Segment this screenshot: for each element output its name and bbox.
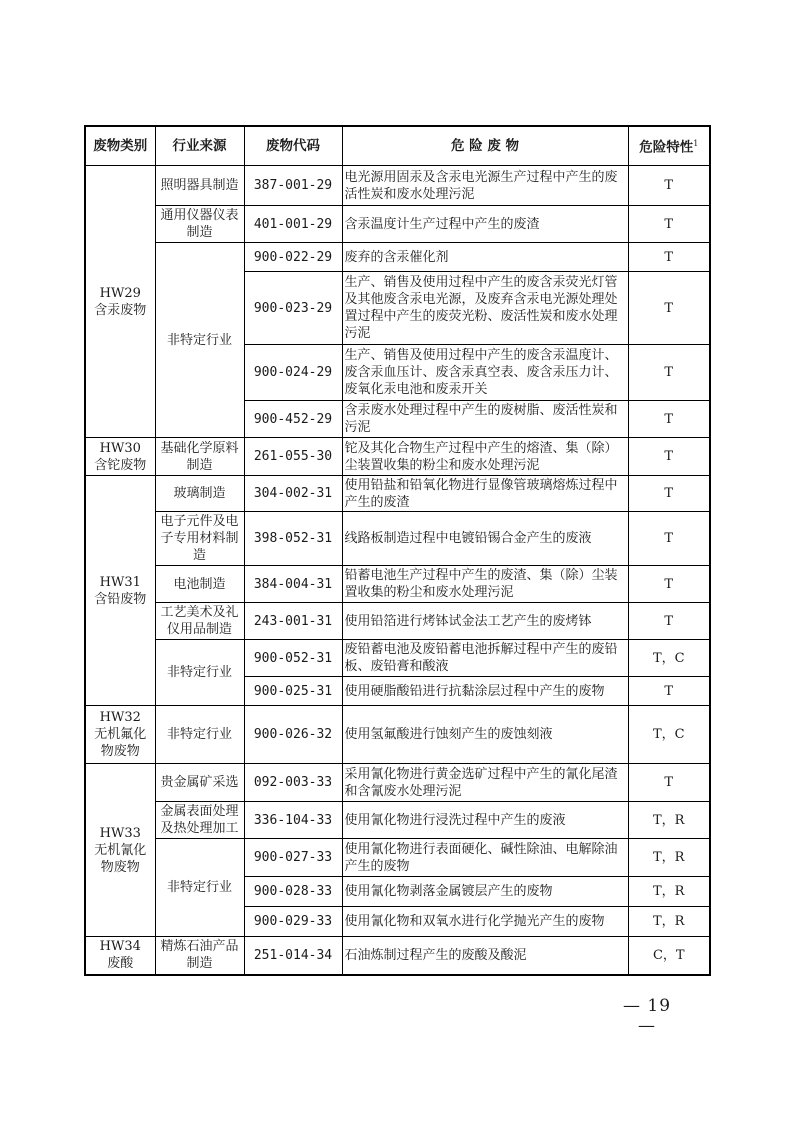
property-cell: T <box>628 677 710 706</box>
code-cell: 251-014-34 <box>244 937 342 975</box>
waste-cell: 生产、销售及使用过程中产生的废含汞温度计、废含汞血压计、废含汞真空表、废含汞压力计、废氧化汞电池和废汞开关 <box>342 345 628 401</box>
waste-cell: 使用氰化物进行浸洗过程中产生的废液 <box>342 802 628 839</box>
industry-cell: 非特定行业 <box>155 706 244 764</box>
waste-cell: 铅蓄电池生产过程中产生的废渣、集（除）尘装置收集的粉尘和废水处理污泥 <box>342 566 628 603</box>
industry-cell: 非特定行业 <box>155 640 244 706</box>
table-header-row <box>85 126 710 166</box>
waste-cell: 使用氰化物剥落金属镀层产生的废物 <box>342 877 628 907</box>
waste-cell: 线路板制造过程中电镀铅锡合金产生的废液 <box>342 512 628 566</box>
header-category: 废物类别 <box>85 126 155 166</box>
table-row <box>85 640 710 677</box>
property-cell: T <box>628 206 710 243</box>
code-cell: 900-025-31 <box>244 677 342 706</box>
waste-cell: 含汞废水处理过程中产生的废树脂、废活性炭和污泥 <box>342 401 628 438</box>
code-cell: 243-001-31 <box>244 603 342 640</box>
waste-cell: 使用氰化物和双氧水进行化学抛光产生的废物 <box>342 907 628 937</box>
table-row <box>85 206 710 243</box>
industry-cell: 通用仪器仪表制造 <box>155 206 244 243</box>
code-cell: 900-022-29 <box>244 243 342 272</box>
category-cell: HW29 含汞废物 <box>85 166 155 438</box>
code-cell: 387-001-29 <box>244 166 342 206</box>
category-cell: HW31 含铅废物 <box>85 476 155 706</box>
waste-cell: 采用氰化物进行黄金选矿过程中产生的氰化尾渣和含氰废水处理污泥 <box>342 764 628 802</box>
waste-cell: 铊及其化合物生产过程中产生的熔渣、集（除）尘装置收集的粉尘和废水处理污泥 <box>342 438 628 476</box>
industry-cell: 精炼石油产品制造 <box>155 937 244 975</box>
property-cell: T，R <box>628 877 710 907</box>
table-row <box>85 166 710 206</box>
property-cell: T，C <box>628 706 710 764</box>
industry-cell: 基础化学原料制造 <box>155 438 244 476</box>
code-cell: 900-023-29 <box>244 272 342 345</box>
table-row <box>85 802 710 839</box>
table-row <box>85 243 710 272</box>
property-cell: T <box>628 764 710 802</box>
code-cell: 900-052-31 <box>244 640 342 677</box>
category-cell: HW33 无机氰化 物废物 <box>85 764 155 937</box>
waste-cell: 使用氢氟酸进行蚀刻产生的废蚀刻液 <box>342 706 628 764</box>
property-cell: T <box>628 438 710 476</box>
industry-cell: 电子元件及电子专用材料制造 <box>155 512 244 566</box>
code-cell: 900-027-33 <box>244 839 342 877</box>
industry-cell: 电池制造 <box>155 566 244 603</box>
waste-cell: 生产、销售及使用过程中产生的废含汞荧光灯管及其他废含汞电光源，及废弃含汞电光源处理处置过程中产生的废荧光粉、废活性炭和废水处理污泥 <box>342 272 628 345</box>
industry-cell: 照明器具制造 <box>155 166 244 206</box>
property-cell: T，R <box>628 802 710 839</box>
code-cell: 384-004-31 <box>244 566 342 603</box>
property-cell: T，R <box>628 839 710 877</box>
industry-cell: 非特定行业 <box>155 839 244 937</box>
industry-cell: 贵金属矿采选 <box>155 764 244 802</box>
property-cell: T <box>628 566 710 603</box>
table-row <box>85 764 710 802</box>
property-cell: T <box>628 345 710 401</box>
industry-cell: 非特定行业 <box>155 243 244 438</box>
code-cell: 261-055-30 <box>244 438 342 476</box>
header-code: 废物代码 <box>244 126 342 166</box>
code-cell: 900-024-29 <box>244 345 342 401</box>
table-row <box>85 566 710 603</box>
waste-cell: 石油炼制过程产生的废酸及酸泥 <box>342 937 628 975</box>
table-row <box>85 706 710 764</box>
code-cell: 092-003-33 <box>244 764 342 802</box>
code-cell: 900-029-33 <box>244 907 342 937</box>
waste-cell: 电光源用固汞及含汞电光源生产过程中产生的废活性炭和废水处理污泥 <box>342 166 628 206</box>
property-cell: T <box>628 603 710 640</box>
waste-cell: 废铅蓄电池及废铅蓄电池拆解过程中产生的废铅板、废铅膏和酸液 <box>342 640 628 677</box>
code-cell: 304-002-31 <box>244 476 342 512</box>
property-cell: T <box>628 166 710 206</box>
property-cell: T <box>628 272 710 345</box>
property-cell: C，T <box>628 937 710 975</box>
code-cell: 336-104-33 <box>244 802 342 839</box>
code-cell: 401-001-29 <box>244 206 342 243</box>
page-number: — 19 — <box>622 996 672 1036</box>
waste-cell: 使用铅盐和铅氧化物进行显像管玻璃熔炼过程中产生的废渣 <box>342 476 628 512</box>
code-cell: 900-028-33 <box>244 877 342 907</box>
hazardous-waste-table <box>84 125 711 976</box>
table-row <box>85 438 710 476</box>
header-property: 危险特性$^1$ <box>628 126 710 166</box>
category-cell: HW34 废酸 <box>85 937 155 975</box>
code-cell: 398-052-31 <box>244 512 342 566</box>
waste-cell: 使用氰化物进行表面硬化、碱性除油、电解除油产生的废物 <box>342 839 628 877</box>
waste-cell: 使用硬脂酸铅进行抗黏涂层过程中产生的废物 <box>342 677 628 706</box>
code-cell: 900-452-29 <box>244 401 342 438</box>
property-cell: T <box>628 401 710 438</box>
header-waste: 危 险 废 物 <box>342 126 628 166</box>
property-cell: T <box>628 512 710 566</box>
waste-cell: 废弃的含汞催化剂 <box>342 243 628 272</box>
footnote-marker: 1 <box>693 139 699 149</box>
property-cell: T，C <box>628 640 710 677</box>
table-row <box>85 839 710 877</box>
table-row <box>85 937 710 975</box>
waste-cell: 使用铅箔进行烤钵试金法工艺产生的废烤钵 <box>342 603 628 640</box>
property-cell: T <box>628 243 710 272</box>
table-row <box>85 603 710 640</box>
table-row <box>85 476 710 512</box>
category-cell: HW32 无机氟化 物废物 <box>85 706 155 764</box>
property-cell: T，R <box>628 907 710 937</box>
header-industry: 行业来源 <box>155 126 244 166</box>
industry-cell: 金属表面处理及热处理加工 <box>155 802 244 839</box>
code-cell: 900-026-32 <box>244 706 342 764</box>
property-cell: T <box>628 476 710 512</box>
waste-cell: 含汞温度计生产过程中产生的废渣 <box>342 206 628 243</box>
industry-cell: 玻璃制造 <box>155 476 244 512</box>
table-row <box>85 512 710 566</box>
category-cell: HW30 含铊废物 <box>85 438 155 476</box>
industry-cell: 工艺美术及礼仪用品制造 <box>155 603 244 640</box>
